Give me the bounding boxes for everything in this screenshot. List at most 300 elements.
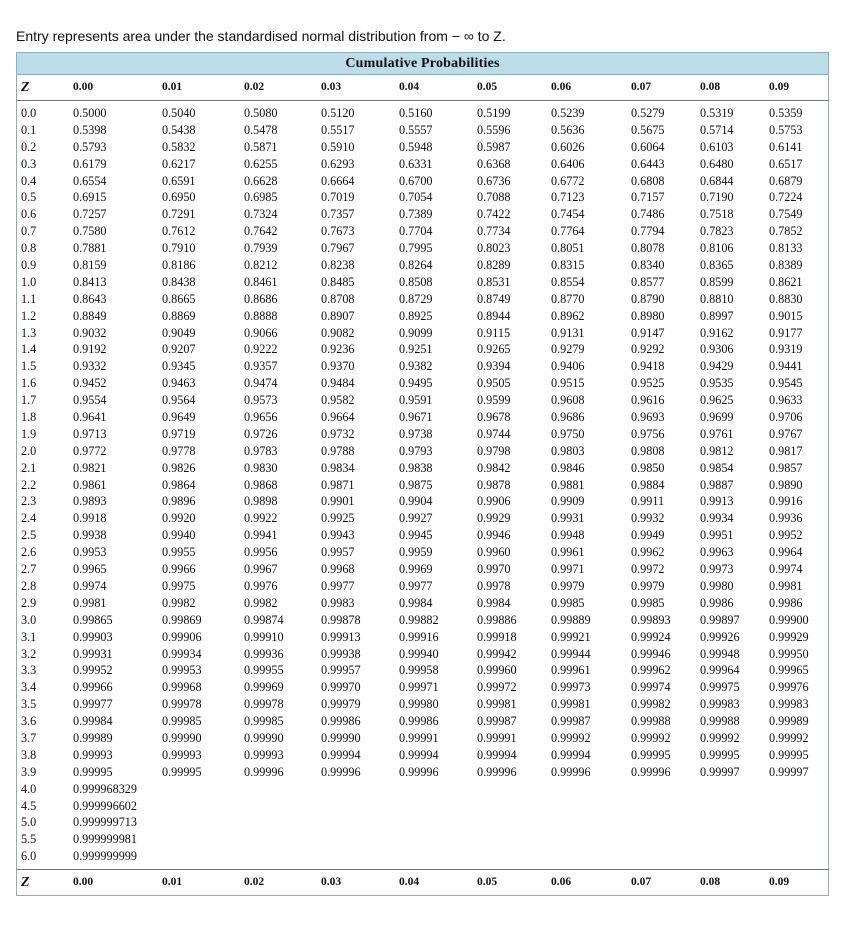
probability-cell: 0.99992 <box>631 730 671 745</box>
probability-cell: 0.99972 <box>477 680 517 695</box>
probability-cell: 0.99962 <box>631 663 671 678</box>
probability-cell: 0.8749 <box>477 291 511 306</box>
table-row <box>17 713 828 730</box>
probability-cell: 0.7422 <box>477 207 511 222</box>
table-row <box>17 544 828 561</box>
column-header-0-02: 0.02 <box>244 81 265 93</box>
probability-cell: 0.99931 <box>73 646 113 661</box>
probability-cell: 0.9927 <box>399 511 433 526</box>
probability-cell: 0.9535 <box>700 376 734 391</box>
z-value: 0.5 <box>21 190 37 205</box>
probability-cell: 0.8365 <box>700 258 734 273</box>
table-row <box>17 781 828 798</box>
table-row <box>17 105 828 122</box>
probability-cell: 0.9962 <box>631 545 665 560</box>
probability-cell: 0.9955 <box>162 545 196 560</box>
probability-cell: 0.8925 <box>399 308 433 323</box>
z-value: 3.8 <box>21 747 37 762</box>
probability-cell: 0.5120 <box>321 106 355 120</box>
probability-cell: 0.99946 <box>631 646 671 661</box>
table-row <box>17 426 828 443</box>
probability-cell: 0.6772 <box>551 173 585 188</box>
probability-cell: 0.8413 <box>73 274 107 289</box>
probability-cell: 0.9484 <box>321 376 355 391</box>
probability-cell: 0.9332 <box>73 359 107 374</box>
probability-cell: 0.9616 <box>631 393 665 408</box>
probability-cell: 0.9678 <box>477 410 511 425</box>
table-row <box>17 358 828 375</box>
probability-cell: 0.99981 <box>477 697 517 712</box>
table-row <box>17 578 828 595</box>
probability-cell: 0.9633 <box>769 393 803 408</box>
probability-cell: 0.99983 <box>700 697 740 712</box>
probability-cell: 0.9961 <box>551 545 585 560</box>
probability-cell: 0.99996 <box>551 764 591 779</box>
probability-cell: 0.99991 <box>477 730 517 745</box>
probability-cell: 0.6064 <box>631 139 665 154</box>
probability-cell: 0.9949 <box>631 528 665 543</box>
probability-cell: 0.9846 <box>551 460 585 475</box>
probability-cell: 0.9767 <box>769 426 803 441</box>
probability-cell: 0.99996 <box>477 764 517 779</box>
probability-cell: 0.5636 <box>551 122 585 137</box>
probability-cell: 0.9952 <box>769 528 803 543</box>
probability-cell: 0.5478 <box>244 122 278 137</box>
probability-cell: 0.5596 <box>477 122 511 137</box>
probability-cell: 0.8023 <box>477 241 511 256</box>
probability-cell: 0.99878 <box>321 612 361 627</box>
probability-cell: 0.99990 <box>244 730 284 745</box>
probability-cell: 0.99955 <box>244 663 284 678</box>
probability-cell: 0.9429 <box>700 359 734 374</box>
probability-cell: 0.5160 <box>399 106 433 120</box>
column-header-0-00: 0.00 <box>73 81 94 93</box>
z-value: 3.1 <box>21 629 37 644</box>
probability-cell: 0.5948 <box>399 139 433 154</box>
probability-cell: 0.9394 <box>477 359 511 374</box>
probability-cell: 0.99978 <box>162 697 202 712</box>
probability-cell: 0.9887 <box>700 477 734 492</box>
probability-cell: 0.9015 <box>769 308 803 323</box>
probability-cell: 0.99996 <box>399 764 439 779</box>
probability-cell: 0.9982 <box>162 595 196 610</box>
z-value: 3.3 <box>21 663 37 678</box>
probability-cell: 0.9649 <box>162 410 196 425</box>
probability-cell: 0.9726 <box>244 426 278 441</box>
probability-cell: 0.5871 <box>244 139 278 154</box>
table-row <box>17 274 828 291</box>
probability-cell: 0.9686 <box>551 410 585 425</box>
probability-cell: 0.9963 <box>700 545 734 560</box>
probability-cell: 0.9750 <box>551 426 585 441</box>
z-column-header: Z <box>21 80 30 95</box>
probability-cell: 0.9957 <box>321 545 355 560</box>
probability-cell: 0.6915 <box>73 190 107 205</box>
probability-cell: 0.7190 <box>700 190 734 205</box>
table-row <box>17 206 828 223</box>
probability-cell: 0.8810 <box>700 291 734 306</box>
probability-cell: 0.9192 <box>73 342 107 357</box>
probability-cell: 0.99874 <box>244 612 284 627</box>
probability-cell: 0.7257 <box>73 207 107 222</box>
probability-cell: 0.9788 <box>321 443 355 458</box>
probability-cell: 0.7764 <box>551 224 585 239</box>
table-row <box>17 341 828 358</box>
probability-cell: 0.9974 <box>769 562 803 577</box>
probability-cell: 0.99994 <box>321 747 361 762</box>
probability-cell: 0.99936 <box>244 646 284 661</box>
table-row <box>17 477 828 494</box>
probability-cell: 0.99989 <box>769 714 809 729</box>
probability-cell: 0.9956 <box>244 545 278 560</box>
probability-cell: 0.9319 <box>769 342 803 357</box>
table-row <box>17 527 828 544</box>
probability-cell: 0.9976 <box>244 578 278 593</box>
probability-cell: 0.9406 <box>551 359 585 374</box>
probability-cell: 0.9463 <box>162 376 196 391</box>
probability-cell: 0.9934 <box>700 511 734 526</box>
probability-cell: 0.7673 <box>321 224 355 239</box>
probability-cell: 0.7088 <box>477 190 511 205</box>
probability-cell: 0.99996 <box>321 764 361 779</box>
probability-cell: 0.7939 <box>244 241 278 256</box>
probability-cell: 0.9971 <box>551 562 585 577</box>
probability-cell: 0.6591 <box>162 173 196 188</box>
probability-cell: 0.9418 <box>631 359 665 374</box>
probability-cell: 0.7967 <box>321 241 355 256</box>
column-header-0-04: 0.04 <box>399 876 420 889</box>
probability-cell: 0.9980 <box>700 578 734 593</box>
probability-cell: 0.99986 <box>399 714 439 729</box>
probability-cell: 0.5279 <box>631 106 665 120</box>
probability-cell: 0.9265 <box>477 342 511 357</box>
probability-cell: 0.9936 <box>769 511 803 526</box>
column-header-0-03: 0.03 <box>321 81 342 93</box>
probability-cell: 0.9959 <box>399 545 433 560</box>
probability-cell: 0.99984 <box>73 714 113 729</box>
table-caption: Entry represents area under the standardised normal distribution from − ∞ to Z. <box>16 28 506 44</box>
probability-cell: 0.9978 <box>477 578 511 593</box>
z-value: 2.2 <box>21 477 37 492</box>
table-row <box>17 747 828 764</box>
probability-cell: 0.8238 <box>321 258 355 273</box>
probability-cell: 0.99994 <box>551 747 591 762</box>
probability-cell: 0.99934 <box>162 646 202 661</box>
column-header-0-01: 0.01 <box>162 81 183 93</box>
probability-cell: 0.99961 <box>551 663 591 678</box>
z-value: 3.7 <box>21 730 37 745</box>
z-value: 0.9 <box>21 258 37 273</box>
table-row <box>17 291 828 308</box>
probability-cell: 0.99983 <box>769 697 809 712</box>
probability-cell: 0.9783 <box>244 443 278 458</box>
probability-cell: 0.9982 <box>244 595 278 610</box>
probability-cell: 0.8485 <box>321 274 355 289</box>
probability-cell: 0.5080 <box>244 106 278 120</box>
z-column-header-bottom: Z <box>21 875 30 891</box>
probability-cell: 0.8159 <box>73 258 107 273</box>
table-row <box>17 848 828 865</box>
z-value: 3.0 <box>21 612 37 627</box>
z-value: 1.9 <box>21 426 37 441</box>
table-row <box>17 510 828 527</box>
z-value: 3.6 <box>21 714 37 729</box>
probability-cell: 0.9970 <box>477 562 511 577</box>
probability-cell: 0.99986 <box>321 714 361 729</box>
probability-cell: 0.8888 <box>244 308 278 323</box>
probability-cell: 0.99987 <box>477 714 517 729</box>
probability-cell: 0.9898 <box>244 494 278 509</box>
probability-cell: 0.7454 <box>551 207 585 222</box>
probability-cell: 0.9940 <box>162 528 196 543</box>
probability-cell: 0.9821 <box>73 460 107 475</box>
probability-cell: 0.8106 <box>700 241 734 256</box>
probability-cell: 0.6331 <box>399 156 433 171</box>
probability-cell: 0.9984 <box>399 595 433 610</box>
probability-cell: 0.99906 <box>162 629 202 644</box>
column-header-0-06: 0.06 <box>551 876 572 889</box>
probability-cell: 0.8849 <box>73 308 107 323</box>
probability-cell: 0.7823 <box>700 224 734 239</box>
probability-cell: 0.8980 <box>631 308 665 323</box>
probability-cell: 0.6255 <box>244 156 278 171</box>
probability-cell: 0.99993 <box>162 747 202 762</box>
probability-cell: 0.99993 <box>244 747 284 762</box>
probability-cell: 0.9671 <box>399 410 433 425</box>
probability-cell: 0.5000 <box>73 106 107 120</box>
probability-cell: 0.99940 <box>399 646 439 661</box>
probability-cell: 0.5832 <box>162 139 196 154</box>
probability-cell: 0.9951 <box>700 528 734 543</box>
probability-cell: 0.9147 <box>631 325 665 340</box>
table-row <box>17 240 828 257</box>
probability-cell: 0.99996 <box>631 764 671 779</box>
probability-cell: 0.99990 <box>162 730 202 745</box>
probability-cell: 0.9893 <box>73 494 107 509</box>
column-header-0-07: 0.07 <box>631 81 652 93</box>
probability-cell: 0.8438 <box>162 274 196 289</box>
probability-cell: 0.6368 <box>477 156 511 171</box>
table-row <box>17 595 828 612</box>
table-row <box>17 460 828 477</box>
probability-cell: 0.99994 <box>399 747 439 762</box>
probability-cell: 0.6554 <box>73 173 107 188</box>
probability-cell: 0.8051 <box>551 241 585 256</box>
probability-cell: 0.9713 <box>73 426 107 441</box>
probability-cell: 0.6985 <box>244 190 278 205</box>
probability-cell: 0.9986 <box>769 595 803 610</box>
probability-cell: 0.9945 <box>399 528 433 543</box>
z-value: 5.0 <box>21 815 37 830</box>
probability-cell: 0.9913 <box>700 494 734 509</box>
table-row <box>17 730 828 747</box>
probability-cell: 0.9292 <box>631 342 665 357</box>
probability-cell: 0.9929 <box>477 511 511 526</box>
probability-cell: 0.7157 <box>631 190 665 205</box>
probability-cell: 0.99979 <box>321 697 361 712</box>
table-row <box>17 173 828 190</box>
probability-cell: 0.9946 <box>477 528 511 543</box>
probability-cell: 0.9207 <box>162 342 196 357</box>
probability-cell: 0.9082 <box>321 325 355 340</box>
z-value: 1.4 <box>21 342 37 357</box>
probability-cell: 0.9857 <box>769 460 803 475</box>
probability-cell: 0.99993 <box>73 747 113 762</box>
probability-cell: 0.7549 <box>769 207 803 222</box>
probability-cell: 0.9525 <box>631 376 665 391</box>
probability-cell: 0.99987 <box>551 714 591 729</box>
z-value: 2.7 <box>21 562 37 577</box>
probability-cell: 0.9177 <box>769 325 803 340</box>
z-value: 2.8 <box>21 578 37 593</box>
probability-cell: 0.9906 <box>477 494 511 509</box>
probability-cell: 0.9599 <box>477 393 511 408</box>
column-header-0-08: 0.08 <box>700 81 721 93</box>
probability-cell: 0.9854 <box>700 460 734 475</box>
table-row <box>17 156 828 173</box>
probability-cell: 0.9973 <box>700 562 734 577</box>
table-row <box>17 493 828 510</box>
column-header-0-00: 0.00 <box>73 876 94 889</box>
probability-cell: 0.9918 <box>73 511 107 526</box>
probability-cell: 0.99893 <box>631 612 671 627</box>
probability-cell: 0.6293 <box>321 156 355 171</box>
probability-cell: 0.99900 <box>769 612 809 627</box>
probability-cell: 0.9850 <box>631 460 665 475</box>
probability-cell: 0.9972 <box>631 562 665 577</box>
z-value: 0.3 <box>21 156 37 171</box>
probability-cell: 0.8962 <box>551 308 585 323</box>
probability-cell: 0.9099 <box>399 325 433 340</box>
probability-cell: 0.999999981 <box>73 832 137 847</box>
probability-cell: 0.7612 <box>162 224 196 239</box>
probability-cell: 0.9505 <box>477 376 511 391</box>
probability-cell: 0.9803 <box>551 443 585 458</box>
probability-cell: 0.6141 <box>769 139 803 154</box>
table-row <box>17 257 828 274</box>
column-header-row-top <box>16 75 829 101</box>
probability-cell: 0.9901 <box>321 494 355 509</box>
probability-cell: 0.9515 <box>551 376 585 391</box>
probability-cell: 0.9812 <box>700 443 734 458</box>
probability-cell: 0.99886 <box>477 612 517 627</box>
probability-cell: 0.6808 <box>631 173 665 188</box>
probability-cell: 0.99990 <box>321 730 361 745</box>
probability-cell: 0.8997 <box>700 308 734 323</box>
probability-cell: 0.5517 <box>321 122 355 137</box>
probability-cell: 0.7794 <box>631 224 665 239</box>
probability-cell: 0.9925 <box>321 511 355 526</box>
probability-cell: 0.9573 <box>244 393 278 408</box>
probability-cell: 0.9984 <box>477 595 511 610</box>
probability-cell: 0.999968329 <box>73 781 137 796</box>
probability-cell: 0.9868 <box>244 477 278 492</box>
probability-cell: 0.99970 <box>321 680 361 695</box>
probability-cell: 0.99985 <box>162 714 202 729</box>
probability-cell: 0.7291 <box>162 207 196 222</box>
probability-cell: 0.8577 <box>631 274 665 289</box>
probability-cell: 0.9916 <box>769 494 803 509</box>
z-value: 2.6 <box>21 545 37 560</box>
probability-cell: 0.99882 <box>399 612 439 627</box>
z-value: 1.8 <box>21 410 37 425</box>
probability-cell: 0.9875 <box>399 477 433 492</box>
table-row <box>17 122 828 139</box>
probability-cell: 0.99953 <box>162 663 202 678</box>
z-value: 3.5 <box>21 697 37 712</box>
probability-cell: 0.9981 <box>73 595 107 610</box>
probability-cell: 0.99988 <box>631 714 671 729</box>
probability-cell: 0.5319 <box>700 106 734 120</box>
probability-cell: 0.99916 <box>399 629 439 644</box>
probability-cell: 0.8729 <box>399 291 433 306</box>
probability-cell: 0.8944 <box>477 308 511 323</box>
probability-cell: 0.5398 <box>73 122 107 137</box>
probability-cell: 0.8078 <box>631 241 665 256</box>
probability-cell: 0.5987 <box>477 139 511 154</box>
probability-cell: 0.9986 <box>700 595 734 610</box>
probability-cell: 0.6103 <box>700 139 734 154</box>
probability-cell: 0.9920 <box>162 511 196 526</box>
z-value: 0.4 <box>21 173 37 188</box>
probability-cell: 0.9985 <box>631 595 665 610</box>
z-value: 1.6 <box>21 376 37 391</box>
probability-cell: 0.9641 <box>73 410 107 425</box>
probability-cell: 0.9131 <box>551 325 585 340</box>
probability-cell: 0.6026 <box>551 139 585 154</box>
probability-cell: 0.9881 <box>551 477 585 492</box>
probability-cell: 0.9985 <box>551 595 585 610</box>
probability-cell: 0.5239 <box>551 106 585 120</box>
probability-cell: 0.99989 <box>73 730 113 745</box>
column-header-0-01: 0.01 <box>162 876 183 889</box>
z-value: 4.5 <box>21 798 37 813</box>
probability-cell: 0.6406 <box>551 156 585 171</box>
probability-cell: 0.99992 <box>700 730 740 745</box>
probability-cell: 0.99994 <box>477 747 517 762</box>
probability-cell: 0.9983 <box>321 595 355 610</box>
probability-cell: 0.9772 <box>73 443 107 458</box>
probability-cell: 0.9960 <box>477 545 511 560</box>
probability-cell: 0.8289 <box>477 258 511 273</box>
probability-cell: 0.6443 <box>631 156 665 171</box>
probability-cell: 0.7881 <box>73 241 107 256</box>
column-header-0-09: 0.09 <box>769 81 790 93</box>
probability-cell: 0.7910 <box>162 241 196 256</box>
probability-cell: 0.9864 <box>162 477 196 492</box>
column-header-0-02: 0.02 <box>244 876 265 889</box>
z-value: 1.1 <box>21 291 37 306</box>
z-value: 3.9 <box>21 764 37 779</box>
z-value: 4.0 <box>21 781 37 796</box>
z-value: 2.4 <box>21 511 37 526</box>
probability-cell: 0.99980 <box>399 697 439 712</box>
probability-cell: 0.99942 <box>477 646 517 661</box>
probability-cell: 0.8461 <box>244 274 278 289</box>
probability-cell: 0.9793 <box>399 443 433 458</box>
probability-cell: 0.8665 <box>162 291 196 306</box>
table-row <box>17 189 828 206</box>
column-header-row-bottom <box>16 869 829 896</box>
probability-cell: 0.9808 <box>631 443 665 458</box>
probability-cell: 0.8212 <box>244 258 278 273</box>
probability-cell: 0.6179 <box>73 156 107 171</box>
probability-cell: 0.99969 <box>244 680 284 695</box>
table-row <box>17 831 828 848</box>
probability-cell: 0.99938 <box>321 646 361 661</box>
probability-cell: 0.99897 <box>700 612 740 627</box>
probability-cell: 0.99978 <box>244 697 284 712</box>
